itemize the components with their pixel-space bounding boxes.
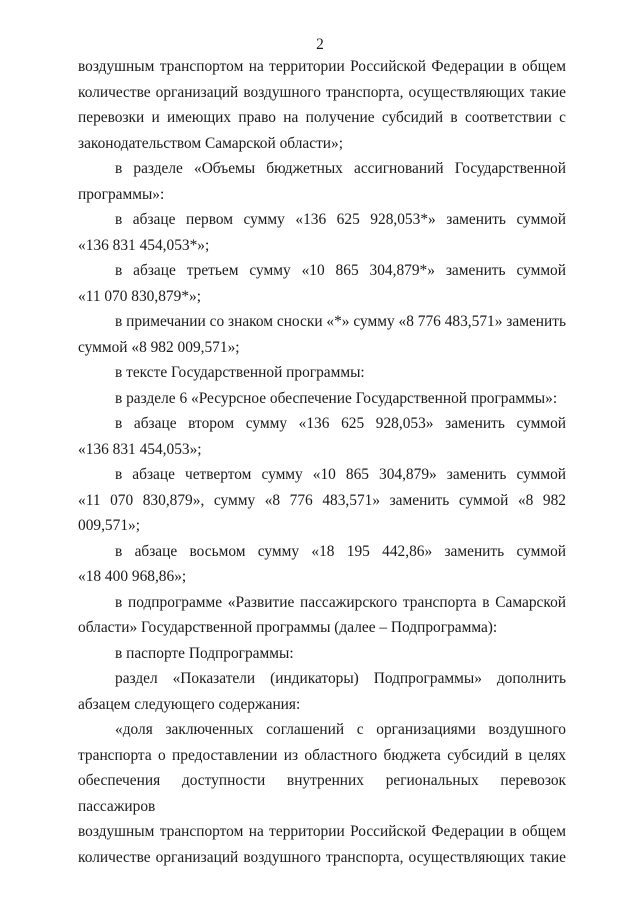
paragraph <box>78 207 566 258</box>
text-line: законодательством Самарской области»; <box>78 134 343 152</box>
paragraph <box>78 590 566 641</box>
paragraph <box>78 462 566 539</box>
text-line: в тексте Государственной программы: <box>115 364 365 381</box>
text-line: «11 070 830,879», сумму «8 776 483,571» заменить суммой «8 982 009,571»; <box>78 491 566 534</box>
text-line: в подпрограмме «Развитие пассажирского транспорта в Самарской <box>115 593 566 611</box>
text-line: суммой «8 982 009,571»; <box>78 338 240 356</box>
text-line: «18 400 968,86»; <box>78 568 187 585</box>
paragraph <box>78 717 566 870</box>
text-line: в примечании со знаком сноски «*» сумму «8 776 483,571» заменить <box>115 313 566 330</box>
paragraph <box>78 641 566 667</box>
paragraph <box>78 666 566 717</box>
text-line: количестве организаций воздушного транспорта, осуществляющих такие <box>78 848 566 866</box>
text-line: в разделе «Объемы бюджетных ассигнований Государственной <box>115 160 566 177</box>
text-line: раздел «Показатели (индикаторы) Подпрограммы» дополнить <box>115 670 566 687</box>
paragraph <box>78 360 566 386</box>
text-line: перевозки и имеющих право на получение субсидий в соответствии с <box>78 109 566 126</box>
paragraph <box>78 386 566 412</box>
text-line: «136 831 454,053*»; <box>78 236 210 254</box>
text-line: в разделе 6 «Ресурсное обеспечение Государственной программы»: <box>115 389 558 407</box>
text-line: абзацем следующего содержания: <box>78 695 301 713</box>
text-line: в абзаце втором сумму «136 625 928,053» заменить суммой <box>115 415 566 432</box>
paragraph <box>78 54 566 156</box>
page-number: 2 <box>316 36 324 53</box>
paragraph <box>78 411 566 462</box>
text-line: «доля заключенных соглашений с организациями воздушного <box>115 721 566 738</box>
text-line: обеспечения доступности внутренних региональных перевозок пассажиров <box>78 772 566 815</box>
text-line: в абзаце восьмом сумму «18 195 442,86» заменить суммой <box>115 542 566 560</box>
document-body <box>78 54 566 870</box>
text-line: «11 070 830,879*»; <box>78 287 201 305</box>
text-line: программы»: <box>78 185 165 203</box>
text-line: в паспорте Подпрограммы: <box>115 644 294 662</box>
paragraph <box>78 258 566 309</box>
text-line: количестве организаций воздушного транспорта, осуществляющих такие <box>78 83 566 101</box>
paragraph <box>78 156 566 207</box>
text-line: в абзаце четвертом сумму «10 865 304,879» заменить суммой <box>115 466 566 483</box>
paragraph <box>78 309 566 360</box>
text-line: транспорта о предоставлении из областного бюджета субсидий в целях <box>78 746 566 764</box>
paragraph <box>78 539 566 590</box>
text-line: воздушным транспортом на территории Российской Федерации в общем <box>78 823 566 840</box>
text-line: в абзаце первом сумму «136 625 928,053*» заменить суммой <box>115 211 566 228</box>
text-line: воздушным транспортом на территории Российской Федерации в общем <box>78 58 566 75</box>
text-line: «136 831 454,053»; <box>78 440 202 458</box>
text-line: области» Государственной программы (далее – Подпрограмма): <box>78 619 498 636</box>
text-line: в абзаце третьем сумму «10 865 304,879*» заменить суммой <box>115 262 566 279</box>
